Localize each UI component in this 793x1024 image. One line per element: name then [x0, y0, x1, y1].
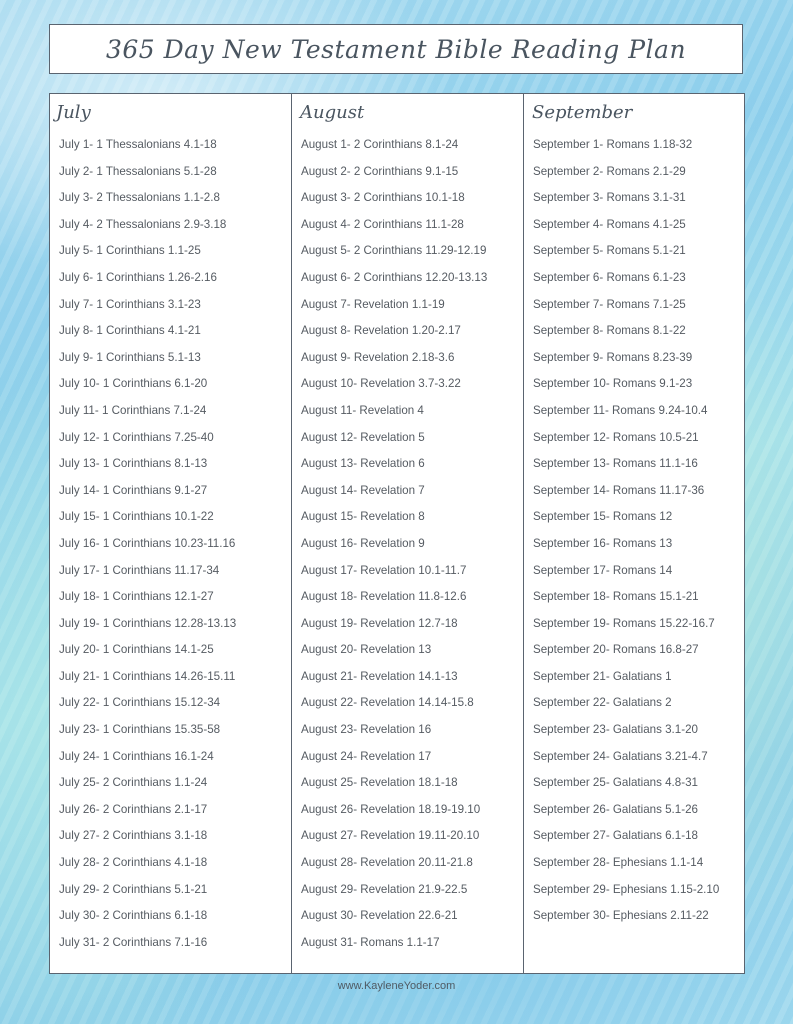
reading-entry: September 22- Galatians 2 [533, 696, 672, 710]
reading-entry: August 17- Revelation 10.1-11.7 [301, 563, 467, 577]
reading-entry: August 3- 2 Corinthians 10.1-18 [301, 191, 465, 205]
reading-entry: August 23- Revelation 16 [301, 723, 432, 737]
reading-entry: July 23- 1 Corinthians 15.35-58 [59, 723, 221, 737]
reading-entry: September 6- Romans 6.1-23 [533, 270, 686, 284]
footer-url: www.KayleneYoder.com [337, 980, 456, 992]
reading-entry: July 7- 1 Corinthians 3.1-23 [59, 297, 201, 311]
reading-entry: August 27- Revelation 19.11-20.10 [301, 829, 480, 843]
reading-entry: September 16- Romans 13 [533, 536, 673, 550]
reading-entry: September 18- Romans 15.1-21 [533, 590, 699, 604]
reading-entry: July 28- 2 Corinthians 4.1-18 [59, 856, 208, 870]
reading-entry: July 8- 1 Corinthians 4.1-21 [59, 324, 201, 338]
reading-entry: September 17- Romans 14 [533, 563, 673, 577]
reading-entry: August 18- Revelation 11.8-12.6 [301, 590, 467, 604]
reading-entry: July 1- 1 Thessalonians 4.1-18 [59, 138, 217, 151]
reading-entry: August 15- Revelation 8 [301, 510, 425, 524]
reading-plan-table [49, 93, 745, 974]
reading-entry: August 29- Revelation 21.9-22.5 [301, 882, 468, 896]
reading-list [301, 137, 519, 961]
reading-list [59, 137, 287, 961]
reading-entry: September 1- Romans 1.18-32 [533, 138, 693, 151]
reading-entry: July 30- 2 Corinthians 6.1-18 [59, 909, 208, 923]
reading-entry: September 2- Romans 2.1-29 [533, 164, 686, 178]
reading-entry: September 24- Galatians 3.21-4.7 [533, 749, 708, 763]
reading-entry: July 18- 1 Corinthians 12.1-27 [59, 590, 214, 604]
reading-entry: August 28- Revelation 20.11-21.8 [301, 856, 473, 870]
reading-entry: July 15- 1 Corinthians 10.1-22 [59, 510, 214, 524]
reading-entry: September 15- Romans 12 [533, 510, 673, 524]
reading-entry: August 24- Revelation 17 [301, 749, 432, 763]
reading-entry: September 20- Romans 16.8-27 [533, 643, 699, 657]
reading-entry: September 8- Romans 8.1-22 [533, 324, 686, 338]
reading-entry: July 25- 2 Corinthians 1.1-24 [59, 776, 208, 790]
month-heading: August [300, 102, 365, 123]
reading-entry: September 3- Romans 3.1-31 [533, 191, 686, 205]
reading-entry: August 2- 2 Corinthians 9.1-15 [301, 164, 459, 178]
reading-entry: September 11- Romans 9.24-10.4 [533, 403, 708, 417]
reading-entry: September 19- Romans 15.22-16.7 [533, 616, 715, 630]
reading-entry: July 10- 1 Corinthians 6.1-20 [59, 377, 208, 391]
reading-entry: July 2- 1 Thessalonians 5.1-28 [59, 164, 217, 178]
reading-entry: September 30- Ephesians 2.11-22 [533, 909, 709, 923]
reading-entry: July 5- 1 Corinthians 1.1-25 [59, 244, 201, 258]
reading-entry: August 26- Revelation 18.19-19.10 [301, 802, 481, 816]
reading-entry: July 14- 1 Corinthians 9.1-27 [59, 483, 208, 497]
reading-entry: July 9- 1 Corinthians 5.1-13 [59, 350, 201, 364]
reading-entry: August 14- Revelation 7 [301, 483, 425, 497]
reading-entry: August 31- Romans 1.1-17 [301, 935, 440, 949]
page-title: 365 Day New Testament Bible Reading Plan [105, 34, 687, 64]
reading-entry: July 22- 1 Corinthians 15.12-34 [59, 696, 221, 710]
reading-entry: September 9- Romans 8.23-39 [533, 350, 693, 364]
month-heading: July [56, 102, 91, 123]
reading-entry: August 20- Revelation 13 [301, 643, 432, 657]
reading-entry: August 10- Revelation 3.7-3.22 [301, 377, 461, 391]
reading-entry: July 4- 2 Thessalonians 2.9-3.18 [59, 217, 227, 231]
month-column-july [50, 94, 291, 973]
reading-entry: August 8- Revelation 1.20-2.17 [301, 324, 461, 338]
reading-entry: September 29- Ephesians 1.15-2.10 [533, 882, 720, 896]
reading-entry: July 29- 2 Corinthians 5.1-21 [59, 882, 208, 896]
reading-entry: July 27- 2 Corinthians 3.1-18 [59, 829, 208, 843]
reading-entry: July 13- 1 Corinthians 8.1-13 [59, 457, 208, 471]
reading-entry: August 25- Revelation 18.1-18 [301, 776, 458, 790]
reading-entry: July 31- 2 Corinthians 7.1-16 [59, 935, 208, 949]
reading-entry: September 13- Romans 11.1-16 [533, 457, 698, 471]
reading-entry: August 4- 2 Corinthians 11.1-28 [301, 217, 464, 231]
reading-entry: September 26- Galatians 5.1-26 [533, 802, 698, 816]
reading-entry: September 10- Romans 9.1-23 [533, 377, 693, 391]
reading-entry: September 27- Galatians 6.1-18 [533, 829, 698, 843]
reading-entry: August 9- Revelation 2.18-3.6 [301, 350, 455, 364]
reading-entry: September 14- Romans 11.17-36 [533, 483, 705, 497]
reading-entry: August 7- Revelation 1.1-19 [301, 297, 445, 311]
reading-entry: July 20- 1 Corinthians 14.1-25 [59, 643, 214, 657]
reading-entry: August 19- Revelation 12.7-18 [301, 616, 458, 630]
reading-entry: September 4- Romans 4.1-25 [533, 217, 686, 231]
reading-entry: August 22- Revelation 14.14-15.8 [301, 696, 474, 710]
month-heading: September [532, 102, 633, 123]
reading-entry: August 11- Revelation 4 [301, 403, 424, 417]
reading-entry: July 3- 2 Thessalonians 1.1-2.8 [59, 191, 220, 205]
reading-entry: July 26- 2 Corinthians 2.1-17 [59, 802, 208, 816]
reading-entry: July 24- 1 Corinthians 16.1-24 [59, 749, 214, 763]
reading-entry: September 23- Galatians 3.1-20 [533, 723, 698, 737]
reading-entry: August 1- 2 Corinthians 8.1-24 [301, 138, 459, 151]
reading-entry: September 12- Romans 10.5-21 [533, 430, 699, 444]
reading-entry: August 30- Revelation 22.6-21 [301, 909, 458, 923]
month-column-august [291, 94, 523, 973]
reading-entry: September 25- Galatians 4.8-31 [533, 776, 698, 790]
reading-entry: August 13- Revelation 6 [301, 457, 425, 471]
reading-entry: July 19- 1 Corinthians 12.28-13.13 [59, 616, 237, 630]
reading-entry: August 6- 2 Corinthians 12.20-13.13 [301, 270, 488, 284]
reading-entry: July 17- 1 Corinthians 11.17-34 [59, 563, 220, 577]
title-box [49, 24, 743, 74]
month-column-september [523, 94, 744, 973]
reading-entry: September 5- Romans 5.1-21 [533, 244, 686, 258]
reading-entry: August 5- 2 Corinthians 11.29-12.19 [301, 244, 487, 258]
reading-entry: September 7- Romans 7.1-25 [533, 297, 686, 311]
reading-entry: August 16- Revelation 9 [301, 536, 425, 550]
reading-list [533, 137, 740, 935]
reading-entry: August 21- Revelation 14.1-13 [301, 669, 458, 683]
reading-entry: August 12- Revelation 5 [301, 430, 425, 444]
reading-entry: July 16- 1 Corinthians 10.23-11.16 [59, 536, 236, 550]
reading-entry: July 21- 1 Corinthians 14.26-15.11 [59, 669, 236, 683]
reading-entry: July 11- 1 Corinthians 7.1-24 [59, 403, 207, 417]
reading-entry: September 21- Galatians 1 [533, 669, 672, 683]
reading-entry: September 28- Ephesians 1.1-14 [533, 856, 704, 870]
reading-entry: July 12- 1 Corinthians 7.25-40 [59, 430, 214, 444]
reading-entry: July 6- 1 Corinthians 1.26-2.16 [59, 270, 217, 284]
